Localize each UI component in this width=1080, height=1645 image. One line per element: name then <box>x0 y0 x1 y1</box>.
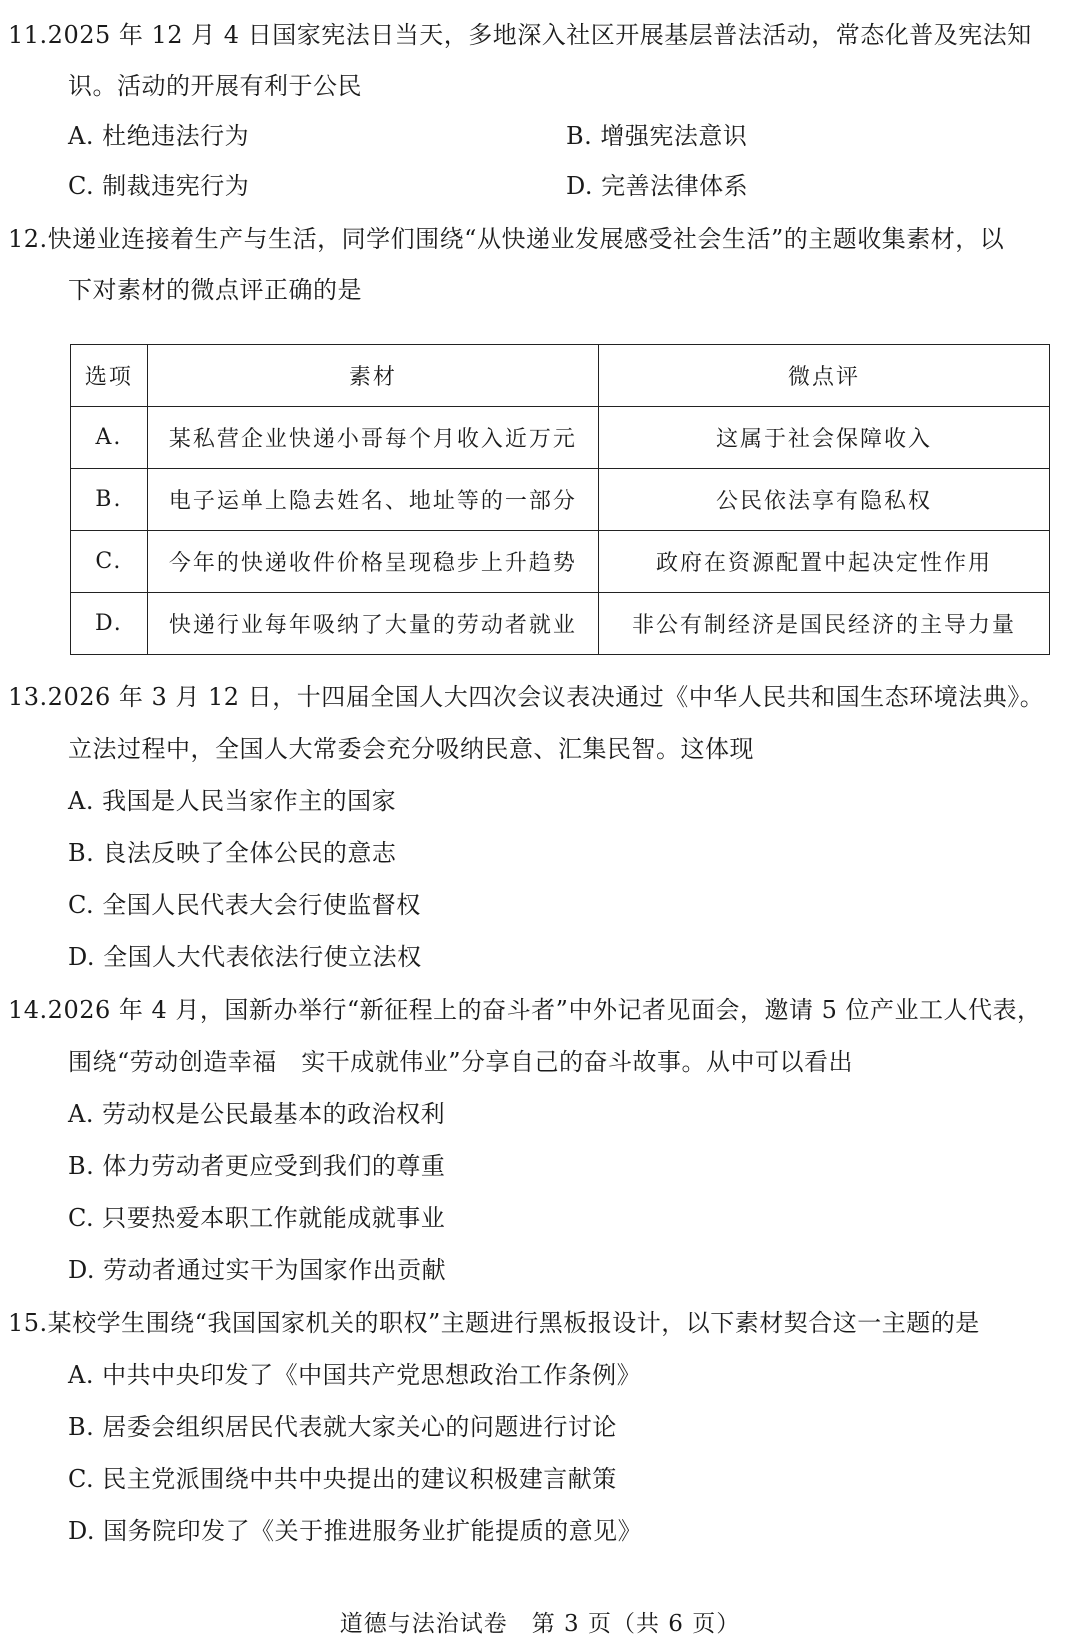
question-number: 13. <box>8 683 48 711</box>
question-13-option-b: B. 良法反映了全体公民的意志 <box>68 839 397 867</box>
question-14-option-a: A. 劳动权是公民最基本的政治权利 <box>68 1100 446 1128</box>
table-cell-material: 今年的快递收件价格呈现稳步上升趋势 <box>147 531 598 593</box>
question-14-stem-line-1 <box>8 995 1041 1025</box>
table-header-cell: 微点评 <box>598 345 1049 407</box>
table-row <box>71 469 1050 531</box>
table-header-cell: 素材 <box>147 345 598 407</box>
question-text: 快递业连接着生产与生活，同学们围绕“从快递业发展感受社会生活”的主题收集素材，以 <box>47 225 1005 253</box>
table-row <box>71 531 1050 593</box>
question-11-stem-line-2: 识。活动的开展有利于公民 <box>68 72 362 100</box>
question-14-option-c: C. 只要热爱本职工作就能成就事业 <box>68 1204 446 1232</box>
table-cell-comment: 公民依法享有隐私权 <box>598 469 1049 531</box>
question-number: 14. <box>8 996 48 1024</box>
question-text: 2026 年 4 月，国新办举行“新征程上的奋斗者”中外记者见面会，邀请 5 位产业工人代表， <box>47 996 1042 1024</box>
question-12-stem-line-1 <box>8 224 1004 254</box>
question-15-stem-line-1 <box>8 1308 980 1338</box>
table-cell-comment: 政府在资源配置中起决定性作用 <box>598 531 1049 593</box>
table-cell-comment: 这属于社会保障收入 <box>598 407 1049 469</box>
question-12-stem-line-2: 下对素材的微点评正确的是 <box>68 276 362 304</box>
table-header-cell: 选项 <box>71 345 148 407</box>
question-13-option-c: C. 全国人民代表大会行使监督权 <box>68 891 421 919</box>
table-cell-material: 电子运单上隐去姓名、地址等的一部分 <box>147 469 598 531</box>
question-15-option-c: C. 民主党派围绕中共中央提出的建议积极建言献策 <box>68 1465 617 1493</box>
table-header-row <box>71 345 1050 407</box>
question-15-option-a: A. 中共中央印发了《中国共产党思想政治工作条例》 <box>68 1361 642 1389</box>
question-13-stem-line-2: 立法过程中，全国人大常委会充分吸纳民意、汇集民智。这体现 <box>68 735 754 763</box>
question-11-option-a: A. 杜绝违法行为 <box>68 122 250 150</box>
table-cell-material: 快递行业每年吸纳了大量的劳动者就业 <box>147 593 598 655</box>
question-text: 2025 年 12 月 4 日国家宪法日当天，多地深入社区开展基层普法活动，常态化普及宪法知 <box>47 21 1032 49</box>
table-cell-material: 某私营企业快递小哥每个月收入近万元 <box>147 407 598 469</box>
question-15-option-b: B. 居委会组织居民代表就大家关心的问题进行讨论 <box>68 1413 617 1441</box>
question-11-stem-line-1 <box>8 20 1032 50</box>
question-14-option-b: B. 体力劳动者更应受到我们的尊重 <box>68 1152 446 1180</box>
question-15-option-d: D. 国务院印发了《关于推进服务业扩能提质的意见》 <box>68 1517 643 1545</box>
table-cell-comment: 非公有制经济是国民经济的主导力量 <box>598 593 1049 655</box>
table-row <box>71 593 1050 655</box>
page-footer: 道德与法治试卷 第 3 页（共 6 页） <box>339 1611 741 1637</box>
question-number: 12. <box>8 225 48 253</box>
question-13-stem-line-1 <box>8 682 1044 712</box>
question-text: 2026 年 3 月 12 日，十四届全国人大四次会议表决通过《中华人民共和国生态环境法典》。 <box>47 683 1045 711</box>
question-number: 11. <box>8 21 48 49</box>
material-table <box>70 344 1050 655</box>
question-13-option-a: A. 我国是人民当家作主的国家 <box>68 787 397 815</box>
table-row <box>71 407 1050 469</box>
question-13-option-d: D. 全国人大代表依法行使立法权 <box>68 943 422 971</box>
question-11-option-b: B. 增强宪法意识 <box>566 122 748 150</box>
table-cell-option: B. <box>71 469 148 531</box>
question-14-stem-line-2: 围绕“劳动创造幸福 实干成就伟业”分享自己的奋斗故事。从中可以看出 <box>68 1048 854 1076</box>
table-cell-option: C. <box>71 531 148 593</box>
table-cell-option: A. <box>71 407 148 469</box>
question-text: 某校学生围绕“我国国家机关的职权”主题进行黑板报设计，以下素材契合这一主题的是 <box>47 1309 980 1337</box>
question-number: 15. <box>8 1309 48 1337</box>
table-cell-option: D. <box>71 593 148 655</box>
question-11-option-c: C. 制裁违宪行为 <box>68 172 250 200</box>
question-14-option-d: D. 劳动者通过实干为国家作出贡献 <box>68 1256 447 1284</box>
question-11-option-d: D. 完善法律体系 <box>566 172 749 200</box>
